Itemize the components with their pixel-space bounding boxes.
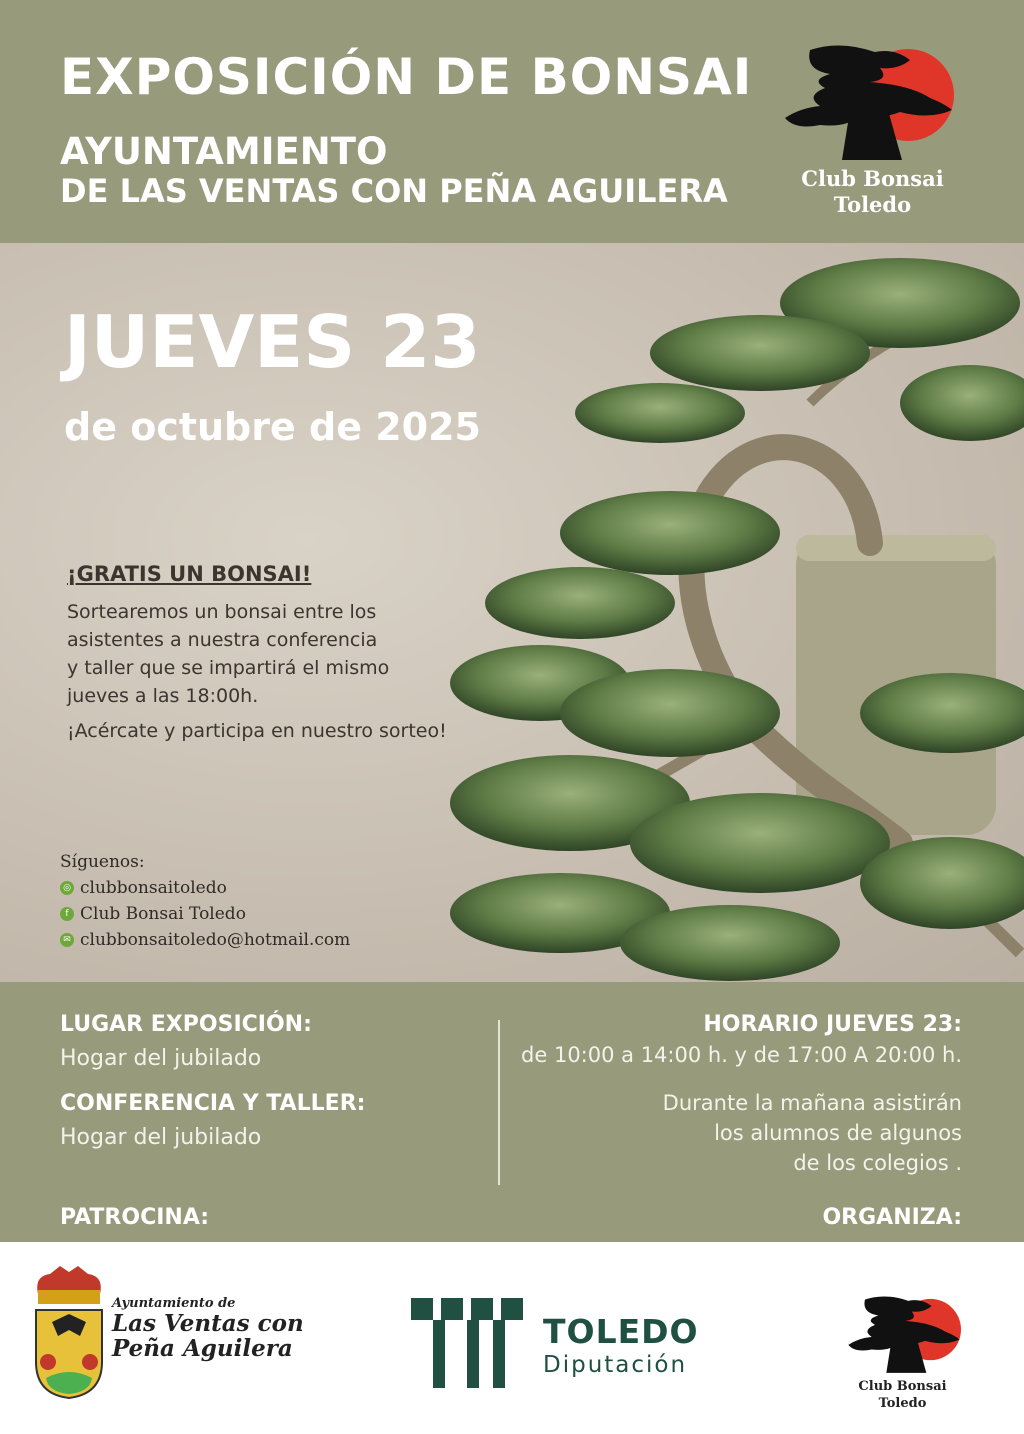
club-name-line-1: Club Bonsai [801, 166, 944, 191]
organizer-line-1: AYUNTAMIENTO [60, 130, 388, 173]
toledo-wordmark: TOLEDO [543, 1312, 699, 1351]
organiza-label: ORGANIZA: [822, 1205, 962, 1230]
horario-label: HORARIO JUEVES 23: [703, 1012, 962, 1037]
club-name-top [790, 166, 955, 218]
promo-line-1: Sortearemos un bonsai entre los [67, 601, 377, 623]
instagram-handle: clubbonsaitoledo [80, 878, 227, 898]
organizer-line-2: DE LAS VENTAS CON PEÑA AGUILERA [60, 172, 728, 210]
promo-line-3: y taller que se impartirá el mismo [67, 657, 390, 679]
facebook-handle: Club Bonsai Toledo [80, 904, 246, 924]
facebook-icon: f [60, 907, 74, 921]
club-footer-line-1: Club Bonsai [858, 1379, 947, 1394]
diputacion-wordmark: Diputación [543, 1352, 688, 1378]
ayuntamiento-small: Ayuntamiento de [112, 1296, 236, 1311]
conferencia-label: CONFERENCIA Y TALLER: [60, 1091, 366, 1116]
club-name-line-2: Toledo [833, 192, 912, 217]
promo-line-4: jueves a las 18:00h. [67, 685, 259, 707]
ayuntamiento-line-2: Peña Aguilera [112, 1335, 293, 1362]
promo-line-2: asistentes a nuestra conferencia [67, 629, 378, 651]
promo-title: ¡GRATIS UN BONSAI! [67, 562, 312, 586]
club-bonsai-logo [780, 40, 960, 165]
promo-cta: ¡Acércate y participa en nuestro sorteo! [67, 720, 447, 742]
event-month-year: de octubre de 2025 [64, 405, 481, 449]
note-line-1: Durante la mañana asistirán [662, 1091, 962, 1115]
note-line-2: los alumnos de algunos [714, 1121, 962, 1145]
info-divider [498, 1020, 500, 1185]
conferencia-value: Hogar del jubilado [60, 1125, 262, 1150]
poster-title: EXPOSICIÓN DE BONSAI [60, 48, 753, 106]
lugar-label: LUGAR EXPOSICIÓN: [60, 1012, 312, 1037]
club-name-footer [845, 1378, 960, 1412]
social-block [60, 849, 350, 953]
diputacion-toledo-icon [411, 1298, 523, 1388]
patrocina-label: PATROCINA: [60, 1205, 210, 1230]
email-icon: ✉ [60, 933, 74, 947]
instagram-icon: ◎ [60, 881, 74, 895]
horario-value: de 10:00 a 14:00 h. y de 17:00 A 20:00 h. [521, 1043, 962, 1067]
note-line-3: de los colegios . [793, 1151, 962, 1175]
header-band [0, 0, 1024, 243]
email-item[interactable] [60, 927, 350, 953]
lugar-value: Hogar del jubilado [60, 1046, 262, 1071]
ayuntamiento-logo-text [112, 1296, 304, 1361]
club-bonsai-logo-footer [845, 1292, 965, 1377]
social-heading: Síguenos: [60, 852, 145, 872]
facebook-item[interactable] [60, 901, 350, 927]
event-day: JUEVES 23 [64, 300, 481, 384]
club-footer-line-2: Toledo [878, 1396, 927, 1411]
ayuntamiento-line-1: Las Ventas con [112, 1310, 304, 1337]
ayuntamiento-coat-of-arms-icon [30, 1266, 108, 1400]
promo-description [67, 598, 427, 710]
bonsai-tree-image [430, 243, 1024, 982]
email-address: clubbonsaitoledo@hotmail.com [80, 930, 351, 950]
instagram-item[interactable] [60, 875, 350, 901]
